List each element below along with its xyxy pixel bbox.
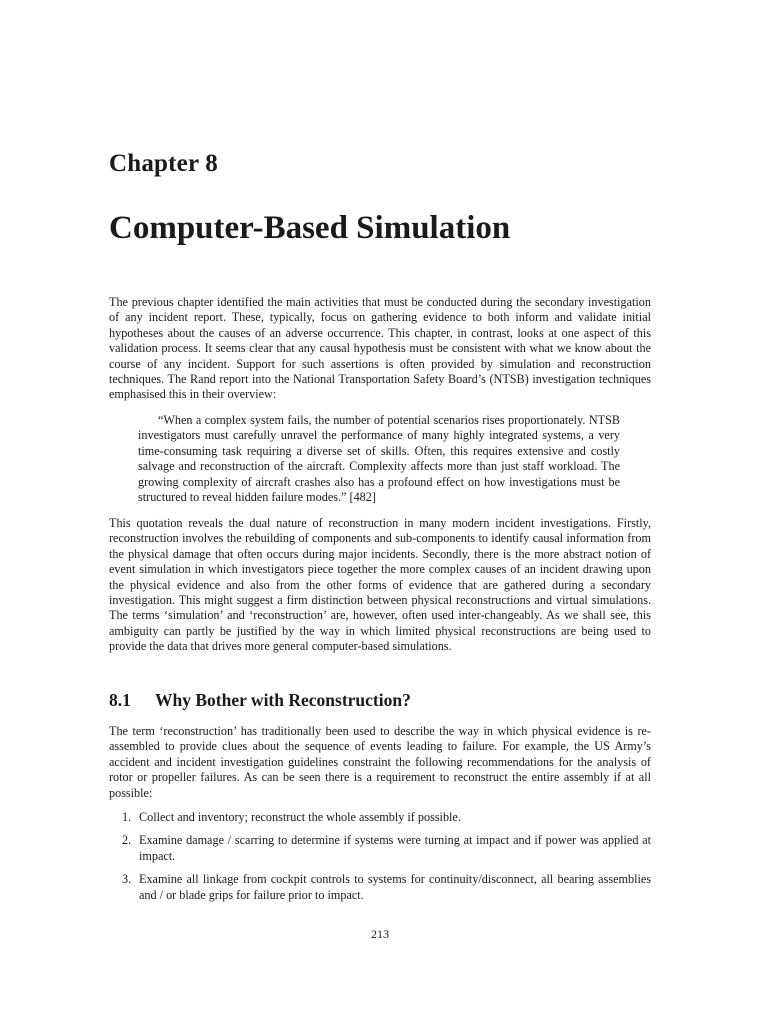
list-item-text: Examine all linkage from cockpit controls to systems for continuity/disconnect, all bearing assemblies and / or blade grips for failure prior to impact. (139, 872, 651, 902)
list-item-number: 2. (122, 833, 132, 848)
section-title: Why Bother with Reconstruction? (155, 690, 411, 710)
list-item-number: 3. (122, 872, 132, 887)
list-item-number: 1. (122, 810, 132, 824)
chapter-title: Computer-Based Simulation (109, 210, 511, 246)
page-number: 213 (371, 927, 389, 941)
ntsb-quotation (138, 413, 620, 505)
recommendations-list (109, 810, 651, 911)
quotation-text: “When a complex system fails, the number of potential scenarios rises proportionately. NTSB investigators must carefully unravel the performance of many highly integrated systems, a very time-consuming task requiring a diverse set of skills. Often, this requires extensive and costly salvage and reconstruction of the aircraft. Complexity affects more than just staff workload. The growing complexity of aircraft crashes also has a profound effect on how investigations must be structured to reveal hidden failure modes.” [482] (138, 413, 620, 505)
list-item-text: Collect and inventory; reconstruct the whole assembly if possible. (139, 810, 461, 824)
list-item (109, 872, 651, 903)
section-number: 8.1 (109, 690, 131, 710)
list-item (109, 833, 651, 864)
intro-paragraph: The previous chapter identified the main activities that must be conducted during the secondary investigation of any incident report. These, typically, focus on gathering evidence to both inform and validate initial hypotheses about the causes of an adverse occurrence. This chapter, in contrast, looks at one aspect of this validation process. It seems clear that any causal hypothesis must be consistent with what we know about the course of any incident. Support for such assertions is often provided by simulation and reconstruction techniques. The Rand report into the National Transportation Safety Board’s (NTSB) investigation techniques emphasised this in their overview: (109, 295, 651, 402)
section-heading (109, 690, 651, 711)
list-item-text: Examine damage / scarring to determine if systems were turning at impact and if power was applied at impact. (139, 833, 651, 863)
list-item (109, 810, 651, 825)
section-intro-paragraph: The term ‘reconstruction’ has traditionally been used to describe the way in which physical evidence is re-assembled to provide clues about the sequence of events leading to failure. For example, the US Army’s accident and incident investigation guidelines constraint the following recommendations for the analysis of rotor or propeller failures. As can be seen there is a requirement to reconstruct the entire assembly if at all possible: (109, 724, 651, 800)
chapter-label: Chapter 8 (109, 150, 218, 177)
analysis-paragraph: This quotation reveals the dual nature of reconstruction in many modern incident investigations. Firstly, reconstruction involves the rebuilding of components and sub-components to identify causal information from the physical damage that often occurs during major incidents. Secondly, there is the more abstract notion of event simulation in which investigators piece together the more complex causes of an incident drawing upon the physical evidence and also from the other forms of evidence that are gathered during a secondary investigation. This might suggest a firm distinction between physical reconstructions and virtual simulations. The terms ‘simulation’ and ‘reconstruction’ are, however, often used inter-changeably. As we shall see, this ambiguity can partly be justified by the way in which limited physical reconstructions are being used to provide the data that drives more general computer-based simulations. (109, 516, 651, 654)
